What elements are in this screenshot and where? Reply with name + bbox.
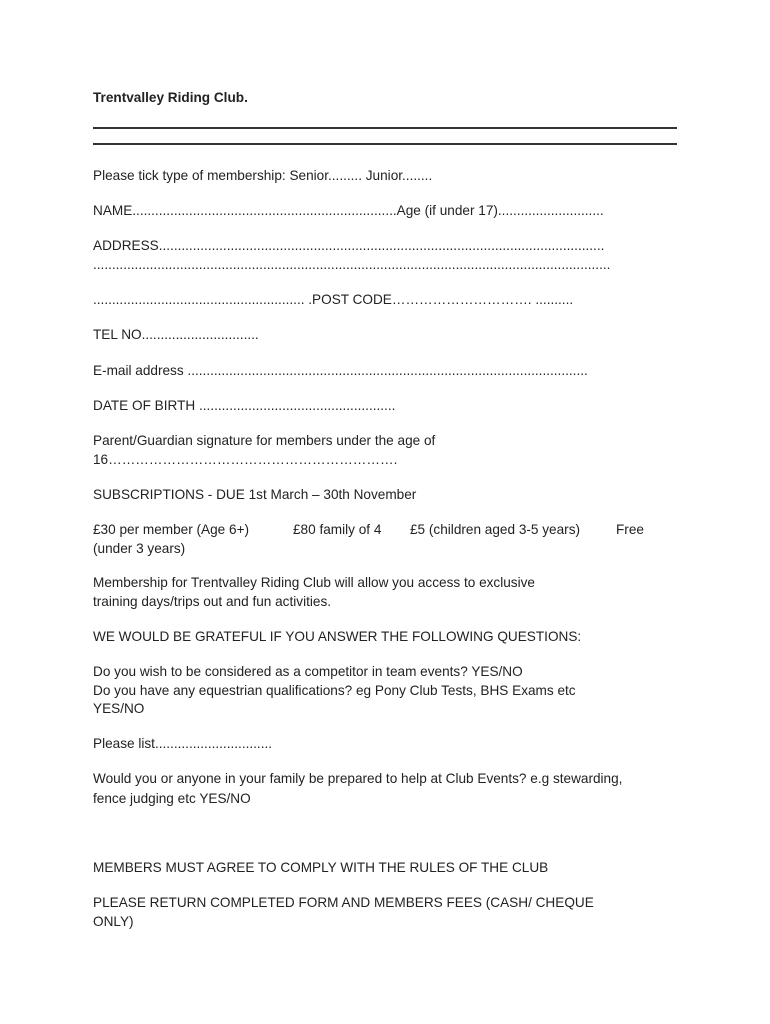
name-age-field: NAME......................................................................Age (if under 17)............................ [93, 203, 604, 218]
fee-family: £80 family of 4 [293, 522, 382, 537]
questions-heading: WE WOULD BE GRATEFUL IF YOU ANSWER THE FOLLOWING QUESTIONS: [93, 629, 582, 644]
question-help-line-2: fence judging etc YES/NO [93, 791, 251, 806]
header-rule-top [93, 127, 677, 129]
question-help-line-1: Would you or anyone in your family be prepared to help at Club Events? e.g stewarding, [93, 771, 623, 786]
address-field-line-2: ......................................................................................................................................... [93, 257, 611, 272]
fee-free: Free [616, 522, 644, 537]
rules-notice: MEMBERS MUST AGREE TO COMPLY WITH THE RULES OF THE CLUB [93, 860, 549, 875]
benefits-line-1: Membership for Trentvalley Riding Club will allow you access to exclusive [93, 575, 535, 590]
fee-member: £30 per member (Age 6+) [93, 522, 250, 537]
question-qualifications: Do you have any equestrian qualifications? eg Pony Club Tests, BHS Exams etc [93, 683, 576, 698]
benefits-line-2: training days/trips out and fun activities. [93, 594, 332, 609]
question-qualifications-answer: YES/NO [93, 701, 145, 716]
dob-field: DATE OF BIRTH .................................................... [93, 398, 396, 413]
postcode-field: ........................................................ .POST CODE…………………………. .......... [93, 292, 574, 307]
guardian-signature-line-1: Parent/Guardian signature for members under the age of [93, 433, 436, 448]
membership-type-field: Please tick type of membership: Senior......... Junior........ [93, 168, 433, 183]
subscriptions-heading: SUBSCRIPTIONS - DUE 1st March – 30th November [93, 487, 417, 502]
tel-field: TEL NO............................... [93, 327, 259, 342]
club-title: Trentvalley Riding Club. [93, 90, 248, 105]
fee-children: £5 (children aged 3-5 years) [410, 522, 581, 537]
question-please-list: Please list............................... [93, 736, 273, 751]
email-field: E-mail address .......................................................................................................... [93, 363, 588, 378]
header-rule-bottom [93, 143, 677, 145]
return-notice-line-1: PLEASE RETURN COMPLETED FORM AND MEMBERS FEES (CASH/ CHEQUE [93, 895, 594, 910]
fee-free-note: (under 3 years) [93, 541, 186, 556]
question-competitor: Do you wish to be considered as a competitor in team events? YES/NO [93, 664, 523, 679]
guardian-signature-line-2: 16………………………………………………………. [93, 452, 398, 467]
address-field-line-1: ADDRESS...................................................................................................................... [93, 238, 605, 253]
return-notice-line-2: ONLY) [93, 914, 134, 929]
